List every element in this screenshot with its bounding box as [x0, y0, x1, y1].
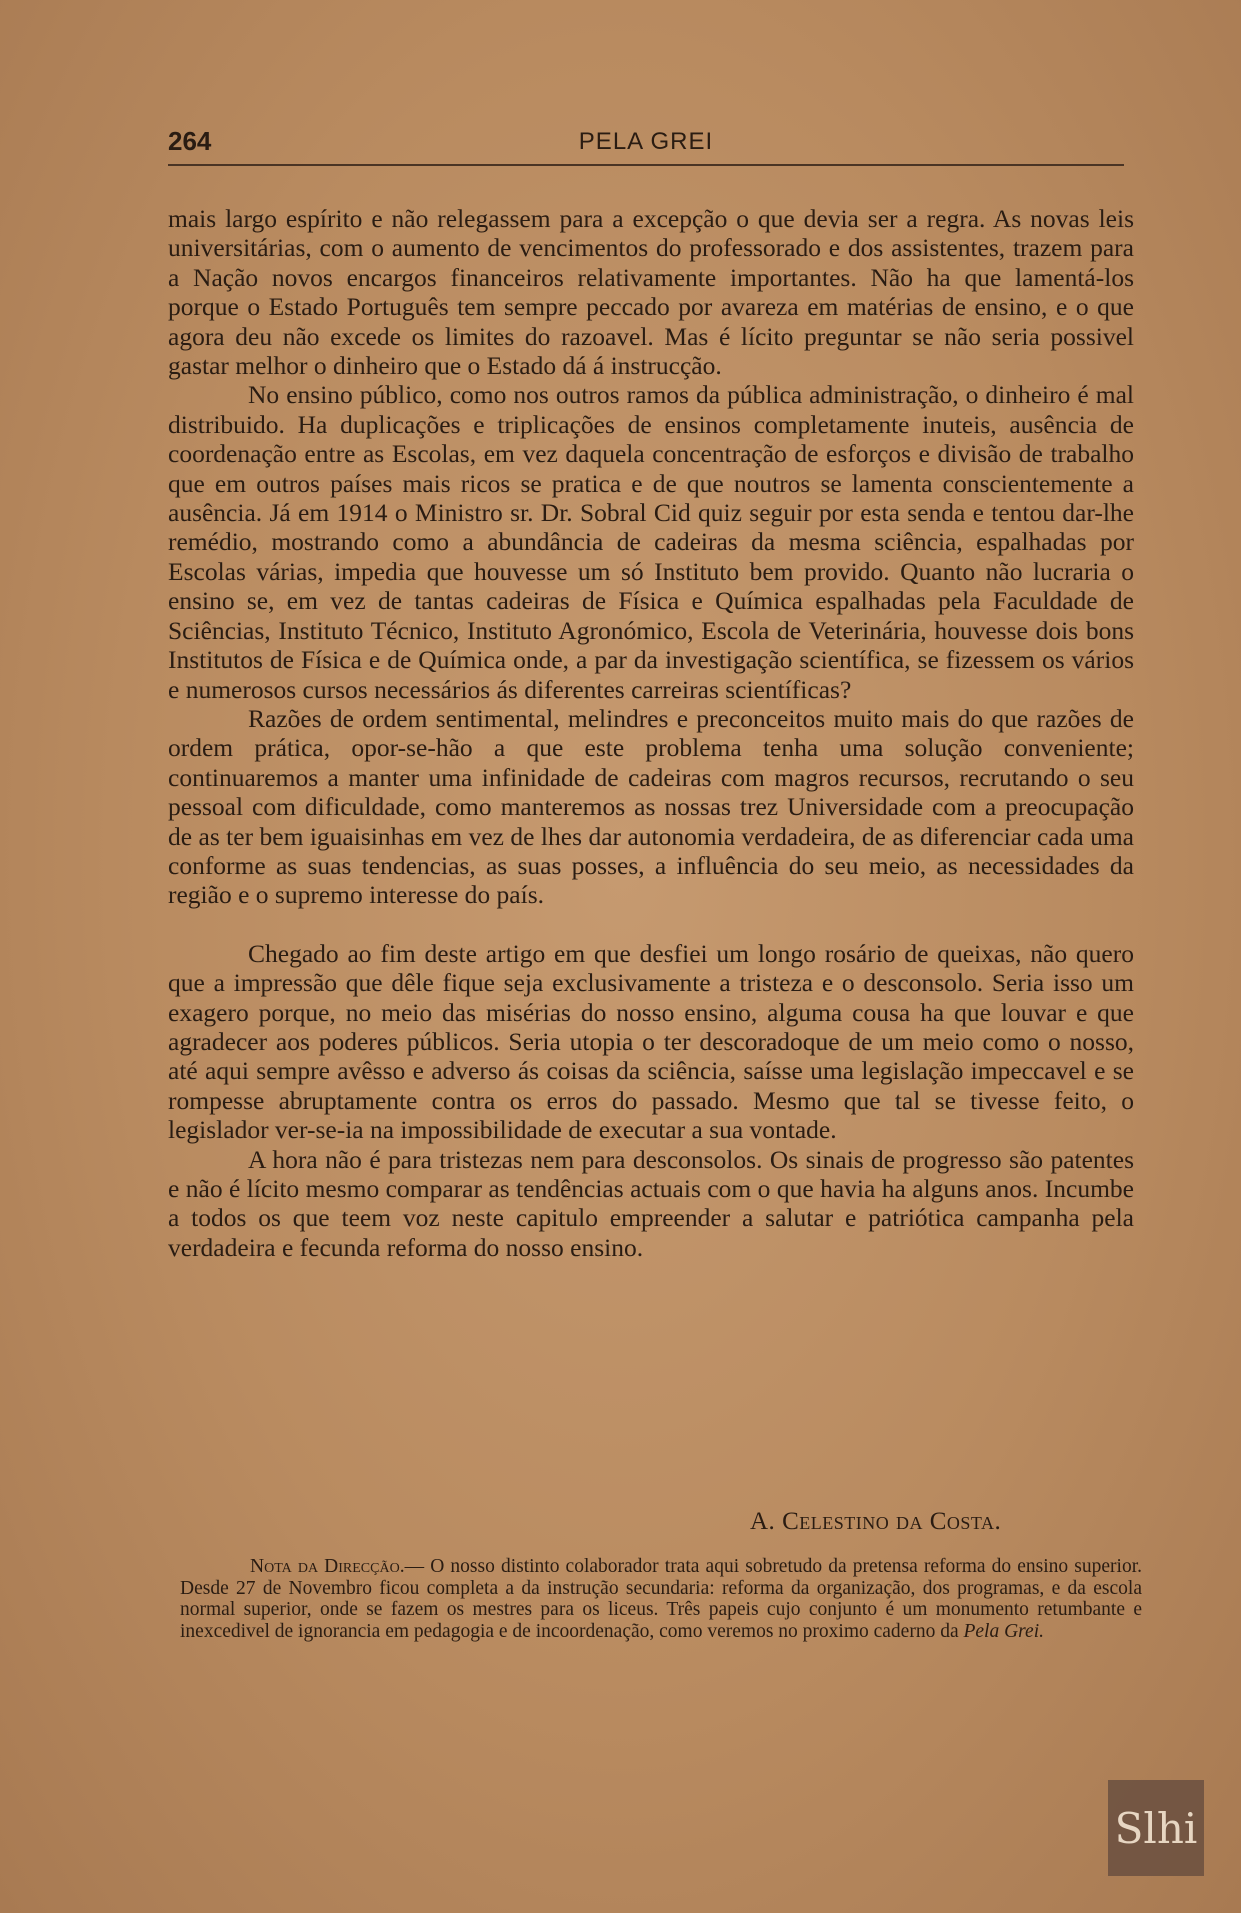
note-text: — O nosso distinto colaborador trata aqui sobretudo da pretensa reforma do ensino superior. Desde 27 de Novembro ficou completa a da instrução secundaria: reforma da organização, dos programas, e da escola normal superior, onde se fazem os mestres para os liceus. Três papeis cujo conjunto é um monumento retumbante e inexcedivel de ignorancia em pedagogia e de incoordenação, como veremos no proximo caderno da	[180, 1556, 1142, 1642]
author-signature	[750, 1508, 1001, 1536]
archive-logo	[1108, 1780, 1204, 1876]
note-magazine-title: Pela Grei.	[963, 1620, 1044, 1642]
article-body	[168, 204, 1134, 1262]
running-title: PELA GREI	[578, 128, 714, 155]
page-header	[168, 124, 1124, 166]
author-initial: A.	[750, 1508, 776, 1535]
note-label: Nota da Direcção.	[250, 1556, 405, 1577]
paragraph-4: Chegado ao fim deste artigo em que desfiei um longo rosário de queixas, não quero que a impressão que dêle fique seja exclusivamente a tristeza e o desconsolo. Seria isso um exagero porque, no meio das misérias do nosso ensino, alguma cousa ha que louvar e que agradecer aos poderes públicos. Seria utopia o ter descoradoque de um meio como o nosso, até aqui sempre avêsso e adverso ás coisas da sciência, saísse uma legislação impeccavel e se rompesse abruptamente contra os erros do passado. Mesmo que tal se tivesse feito, o legislador ver-se-ia na impossibilidade de executar a sua vontade.	[168, 938, 1134, 1145]
paragraph-2: No ensino público, como nos outros ramos da pública administração, o dinheiro é mal distribuido. Ha duplicações e triplicações de ensinos completamente inuteis, ausência de coordenação entre as Escolas, em vez daquela concentração de esforços e divisão de trabalho que em outros países mais ricos se pratica e de que noutros se lamenta conscientemente a ausência. Já em 1914 o Ministro sr. Dr. Sobral Cid quiz seguir por esta senda e tentou dar-lhe remédio, mostrando como a abundância de cadeiras da mesma sciência, espalhadas por Escolas várias, impedia que houvesse um só Instituto bem provido. Quanto não lucraria o ensino se, em vez de tantas cadeiras de Física e Química espalhadas pela Faculdade de Sciências, Instituto Técnico, Instituto Agronómico, Escola de Veterinária, houvesse dois bons Institutos de Física e de Química onde, a par da investigação scientífica, se fizessem os vários e numerosos cursos necessários ás diferentes carreiras scientíficas?	[168, 380, 1134, 704]
logo-text: Slhi	[1114, 1803, 1198, 1853]
editorial-note	[180, 1556, 1142, 1642]
paragraph-1: mais largo espírito e não relegassem para a excepção o que devia ser a regra. As novas leis universitárias, com o aumento de vencimentos do professorado e dos assistentes, trazem para a Nação novos encargos financeiros relativamente importantes. Não ha que lamentá-los porque o Estado Português tem sempre peccado por avareza em matérias de ensino, e o que agora deu não excede os limites do razoavel. Mas é lícito preguntar se não seria possivel gastar melhor o dinheiro que o Estado dá á instrucção.	[168, 204, 1134, 381]
paragraph-3: Razões de ordem sentimental, melindres e preconceitos muito mais do que razões de ordem prática, opor-se-hão a que este problema tenha uma solução conveniente; continuaremos a manter uma infinidade de cadeiras com magros recursos, recrutando o seu pessoal com dificuldade, como manteremos as nossas trez Universidade com a preocupação de as ter bem iguaisinhas em vez de lhes dar autonomia verdadeira, de as diferenciar cada uma conforme as suas tendencias, as suas posses, a influência do seu meio, as necessidades da região e o supremo interesse do país.	[168, 703, 1134, 910]
paragraph-5: A hora não é para tristezas nem para desconsolos. Os sinais de progresso são patentes e não é lícito mesmo comparar as tendências actuais com o que havia ha alguns anos. Incumbe a todos os que teem voz neste capitulo empreender a salutar e patriótica campanha pela verdadeira e fecunda reforma do nosso ensino.	[168, 1144, 1134, 1262]
author-name: Celestino da Costa.	[782, 1508, 1002, 1535]
page-number: 264	[168, 126, 212, 156]
